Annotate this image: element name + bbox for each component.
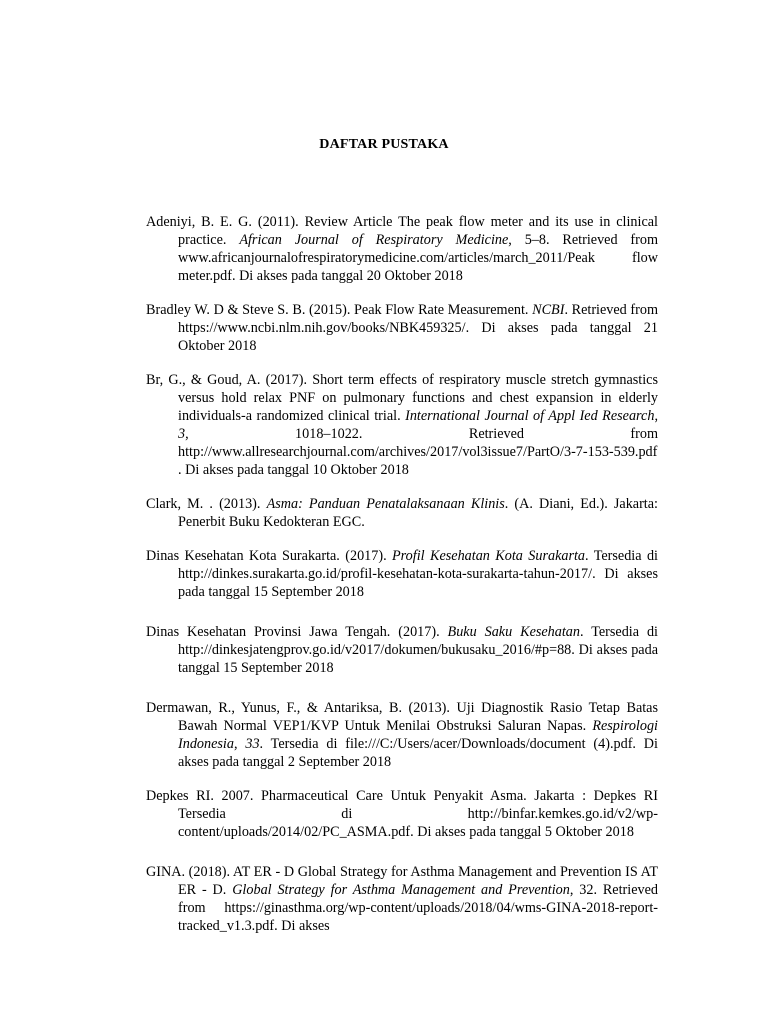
reference-text: . Tersedia di http://dinkes.surakarta.go.id/profil-kesehatan-kota-surakarta-tahun-2017/. Di akses pada tanggal 15 September 2018 xyxy=(178,548,658,601)
reference-source: NCBI xyxy=(532,302,565,319)
reference-text: . Retrieved from https://www.ncbi.nlm.nih.gov/books/NBK459325/. Di akses pada tanggal 21 Oktober 2018 xyxy=(178,302,658,355)
reference-source: Profil Kesehatan Kota Surakarta xyxy=(392,548,586,565)
reference-entry xyxy=(146,787,658,841)
reference-source: Respirologi Indonesia xyxy=(178,718,658,753)
reference-text: , 1018–1022. Retrieved from http://www.allresearchjournal.com/archives/2017/vol3issue7/PartO/3-7-153-539.pdf . Di akses pada tanggal 10 Oktober 2018 xyxy=(178,426,658,479)
reference-text: . (A. Diani, Ed.). Jakarta: Penerbit Buku Kedokteran EGC. xyxy=(178,496,658,531)
reference-text: . Tersedia di http://dinkesjatengprov.go.id/v2017/dokumen/bukusaku_2016/#p=88. Di akses pada tanggal 15 September 2018 xyxy=(178,624,658,677)
reference-entry xyxy=(146,371,658,479)
reference-source: Global Strategy for Asthma Management and Prevention xyxy=(232,882,570,899)
reference-text: , 5–8. Retrieved from www.africanjournalofrespiratorymedicine.com/articles/march_2011/Peak flow meter.pdf. Di akses pada tanggal 20 Oktober 2018 xyxy=(178,232,659,285)
reference-source: African Journal of Respiratory Medicine xyxy=(239,232,509,249)
reference-list xyxy=(146,199,658,951)
reference-text: , 32. Retrieved from https://ginasthma.org/wp-content/uploads/2018/04/wms-GINA-2018-report-tracked_v1.3.pdf. Di akses xyxy=(178,882,658,935)
reference-text: Depkes RI. 2007. Pharmaceutical Care Untuk Penyakit Asma. Jakarta : Depkes RI Tersedia di http://binfar.kemkes.go.id/v2/wp-content/uploads/2014/02/PC_ASMA.pdf. Di akses pada tanggal 5 Oktober 2018 xyxy=(146,788,658,841)
page-title: DAFTAR PUSTAKA xyxy=(319,137,449,152)
reference-entry xyxy=(146,699,658,771)
reference-text: GINA. (2018). AT ER - D Global Strategy for Asthma Management and Prevention IS AT ER - D. xyxy=(146,864,658,899)
reference-text: Dinas Kesehatan Provinsi Jawa Tengah. (2017). xyxy=(146,624,448,641)
reference-entry xyxy=(146,213,658,285)
reference-text: Adeniyi, B. E. G. (2011). Review Article The peak flow meter and its use in clinical practice. xyxy=(146,214,658,249)
reference-source: Asma: Panduan Penatalaksanaan Klinis xyxy=(266,496,505,513)
reference-entry xyxy=(146,495,658,531)
reference-text: Dermawan, R., Yunus, F., & Antariksa, B. (2013). Uji Diagnostik Rasio Tetap Batas Bawah Normal VEP1/KVP Untuk Menilai Obstruksi Saluran Napas. xyxy=(146,700,658,735)
reference-text: , xyxy=(233,736,246,753)
reference-volume: 3 xyxy=(178,426,186,443)
reference-entry xyxy=(146,547,658,601)
reference-volume: 33 xyxy=(245,736,260,753)
reference-text: Br, G., & Goud, A. (2017). Short term effects of respiratory muscle stretch gymnastics versus hold relax PNF on pulmonary functions and chest expansion in elderly individuals-a randomized clinical trial. xyxy=(146,372,658,425)
reference-entry xyxy=(146,863,658,935)
reference-text: Clark, M. . (2013). xyxy=(146,496,267,513)
reference-source: Buku Saku Kesehatan xyxy=(447,624,580,641)
reference-text: Bradley W. D & Steve S. B. (2015). Peak Flow Rate Measurement. xyxy=(146,302,533,319)
reference-entry xyxy=(146,623,658,677)
reference-text: , xyxy=(654,408,658,425)
reference-text: . Tersedia di file:///C:/Users/acer/Downloads/document (4).pdf. Di akses pada tanggal 2 September 2018 xyxy=(178,736,658,771)
reference-entry xyxy=(146,301,658,355)
reference-source: International Journal of Appl Ied Research xyxy=(405,408,655,425)
reference-text: Dinas Kesehatan Kota Surakarta. (2017). xyxy=(146,548,393,565)
